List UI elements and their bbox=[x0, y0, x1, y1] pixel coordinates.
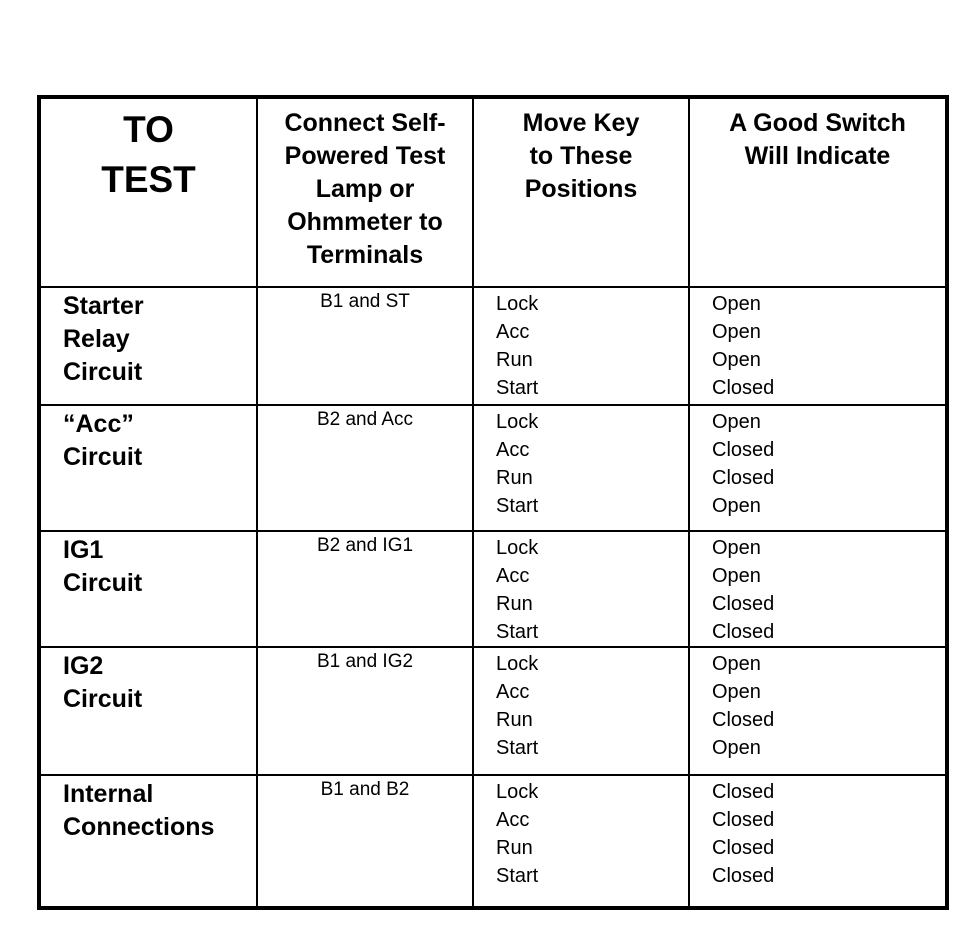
indication-list bbox=[690, 648, 945, 762]
header-key-positions-label: Move Key to These Positions bbox=[522, 109, 640, 203]
positions-cell bbox=[473, 647, 689, 775]
terminals-cell bbox=[257, 405, 473, 531]
table-row bbox=[41, 287, 945, 405]
terminals-value: B1 and B2 bbox=[320, 779, 410, 800]
terminals-value: B2 and Acc bbox=[316, 409, 414, 430]
positions-cell bbox=[473, 531, 689, 647]
table-row bbox=[41, 647, 945, 775]
position-item: Lock bbox=[496, 781, 539, 803]
circuit-name: IG2 Circuit bbox=[63, 652, 143, 713]
circuit-cell bbox=[41, 405, 257, 531]
indication-list bbox=[690, 776, 945, 890]
position-item: Lock bbox=[496, 411, 539, 433]
indication-item: Open bbox=[712, 653, 761, 675]
indication-cell bbox=[689, 775, 945, 906]
indication-item: Closed bbox=[712, 439, 775, 461]
indication-list bbox=[690, 288, 945, 402]
positions-cell bbox=[473, 287, 689, 405]
indication-item: Open bbox=[712, 737, 761, 759]
circuit-name: Internal Connections bbox=[63, 780, 215, 841]
indication-item: Closed bbox=[712, 837, 775, 859]
test-table bbox=[41, 99, 945, 906]
terminals-value: B1 and IG2 bbox=[316, 651, 414, 672]
position-list bbox=[474, 776, 688, 890]
circuit-cell bbox=[41, 531, 257, 647]
terminals-cell bbox=[257, 647, 473, 775]
header-connect-terminals bbox=[257, 99, 473, 287]
position-item: Acc bbox=[496, 321, 530, 343]
indication-item: Open bbox=[712, 321, 761, 343]
position-list bbox=[474, 406, 688, 520]
position-item: Lock bbox=[496, 537, 539, 559]
position-item: Acc bbox=[496, 809, 530, 831]
indication-list bbox=[690, 406, 945, 520]
table-row bbox=[41, 775, 945, 906]
indication-cell bbox=[689, 647, 945, 775]
position-item: Start bbox=[496, 621, 539, 643]
indication-item: Open bbox=[712, 565, 761, 587]
terminals-value: B1 and ST bbox=[320, 291, 410, 312]
indication-item: Open bbox=[712, 349, 761, 371]
position-item: Acc bbox=[496, 565, 530, 587]
circuit-name: IG1 Circuit bbox=[63, 536, 143, 597]
position-item: Lock bbox=[496, 293, 539, 315]
header-connect-terminals-label: Connect Self- Powered Test Lamp or Ohmmeter to Terminals bbox=[284, 109, 446, 269]
circuit-name: Starter Relay Circuit bbox=[63, 292, 144, 386]
indication-list bbox=[690, 532, 945, 646]
positions-cell bbox=[473, 405, 689, 531]
table-row bbox=[41, 531, 945, 647]
header-row bbox=[41, 99, 945, 287]
header-to-test bbox=[41, 99, 257, 287]
header-good-switch bbox=[689, 99, 945, 287]
terminals-cell bbox=[257, 775, 473, 906]
indication-cell bbox=[689, 531, 945, 647]
position-list bbox=[474, 648, 688, 762]
terminals-cell bbox=[257, 287, 473, 405]
indication-item: Closed bbox=[712, 809, 775, 831]
position-item: Run bbox=[496, 709, 533, 731]
indication-item: Open bbox=[712, 411, 761, 433]
header-to-test-label: TO TEST bbox=[101, 109, 196, 200]
circuit-cell bbox=[41, 647, 257, 775]
header-good-switch-label: A Good Switch Will Indicate bbox=[729, 109, 906, 170]
indication-cell bbox=[689, 405, 945, 531]
indication-item: Closed bbox=[712, 865, 775, 887]
indication-item: Open bbox=[712, 495, 761, 517]
positions-cell bbox=[473, 775, 689, 906]
position-item: Run bbox=[496, 349, 533, 371]
indication-item: Closed bbox=[712, 709, 775, 731]
indication-item: Closed bbox=[712, 377, 775, 399]
position-item: Acc bbox=[496, 681, 530, 703]
position-list bbox=[474, 532, 688, 646]
table-row bbox=[41, 405, 945, 531]
indication-cell bbox=[689, 287, 945, 405]
terminals-cell bbox=[257, 531, 473, 647]
circuit-cell bbox=[41, 287, 257, 405]
position-list bbox=[474, 288, 688, 402]
position-item: Acc bbox=[496, 439, 530, 461]
position-item: Start bbox=[496, 495, 539, 517]
circuit-name: “Acc” Circuit bbox=[63, 410, 143, 471]
header-key-positions bbox=[473, 99, 689, 287]
indication-item: Open bbox=[712, 681, 761, 703]
position-item: Run bbox=[496, 467, 533, 489]
indication-item: Open bbox=[712, 293, 761, 315]
position-item: Start bbox=[496, 737, 539, 759]
terminals-value: B2 and IG1 bbox=[316, 535, 414, 556]
indication-item: Open bbox=[712, 537, 761, 559]
indication-item: Closed bbox=[712, 467, 775, 489]
position-item: Run bbox=[496, 593, 533, 615]
circuit-cell bbox=[41, 775, 257, 906]
indication-item: Closed bbox=[712, 593, 775, 615]
position-item: Run bbox=[496, 837, 533, 859]
position-item: Lock bbox=[496, 653, 539, 675]
indication-item: Closed bbox=[712, 781, 775, 803]
ignition-switch-test-chart bbox=[37, 95, 949, 910]
position-item: Start bbox=[496, 377, 539, 399]
position-item: Start bbox=[496, 865, 539, 887]
indication-item: Closed bbox=[712, 621, 775, 643]
